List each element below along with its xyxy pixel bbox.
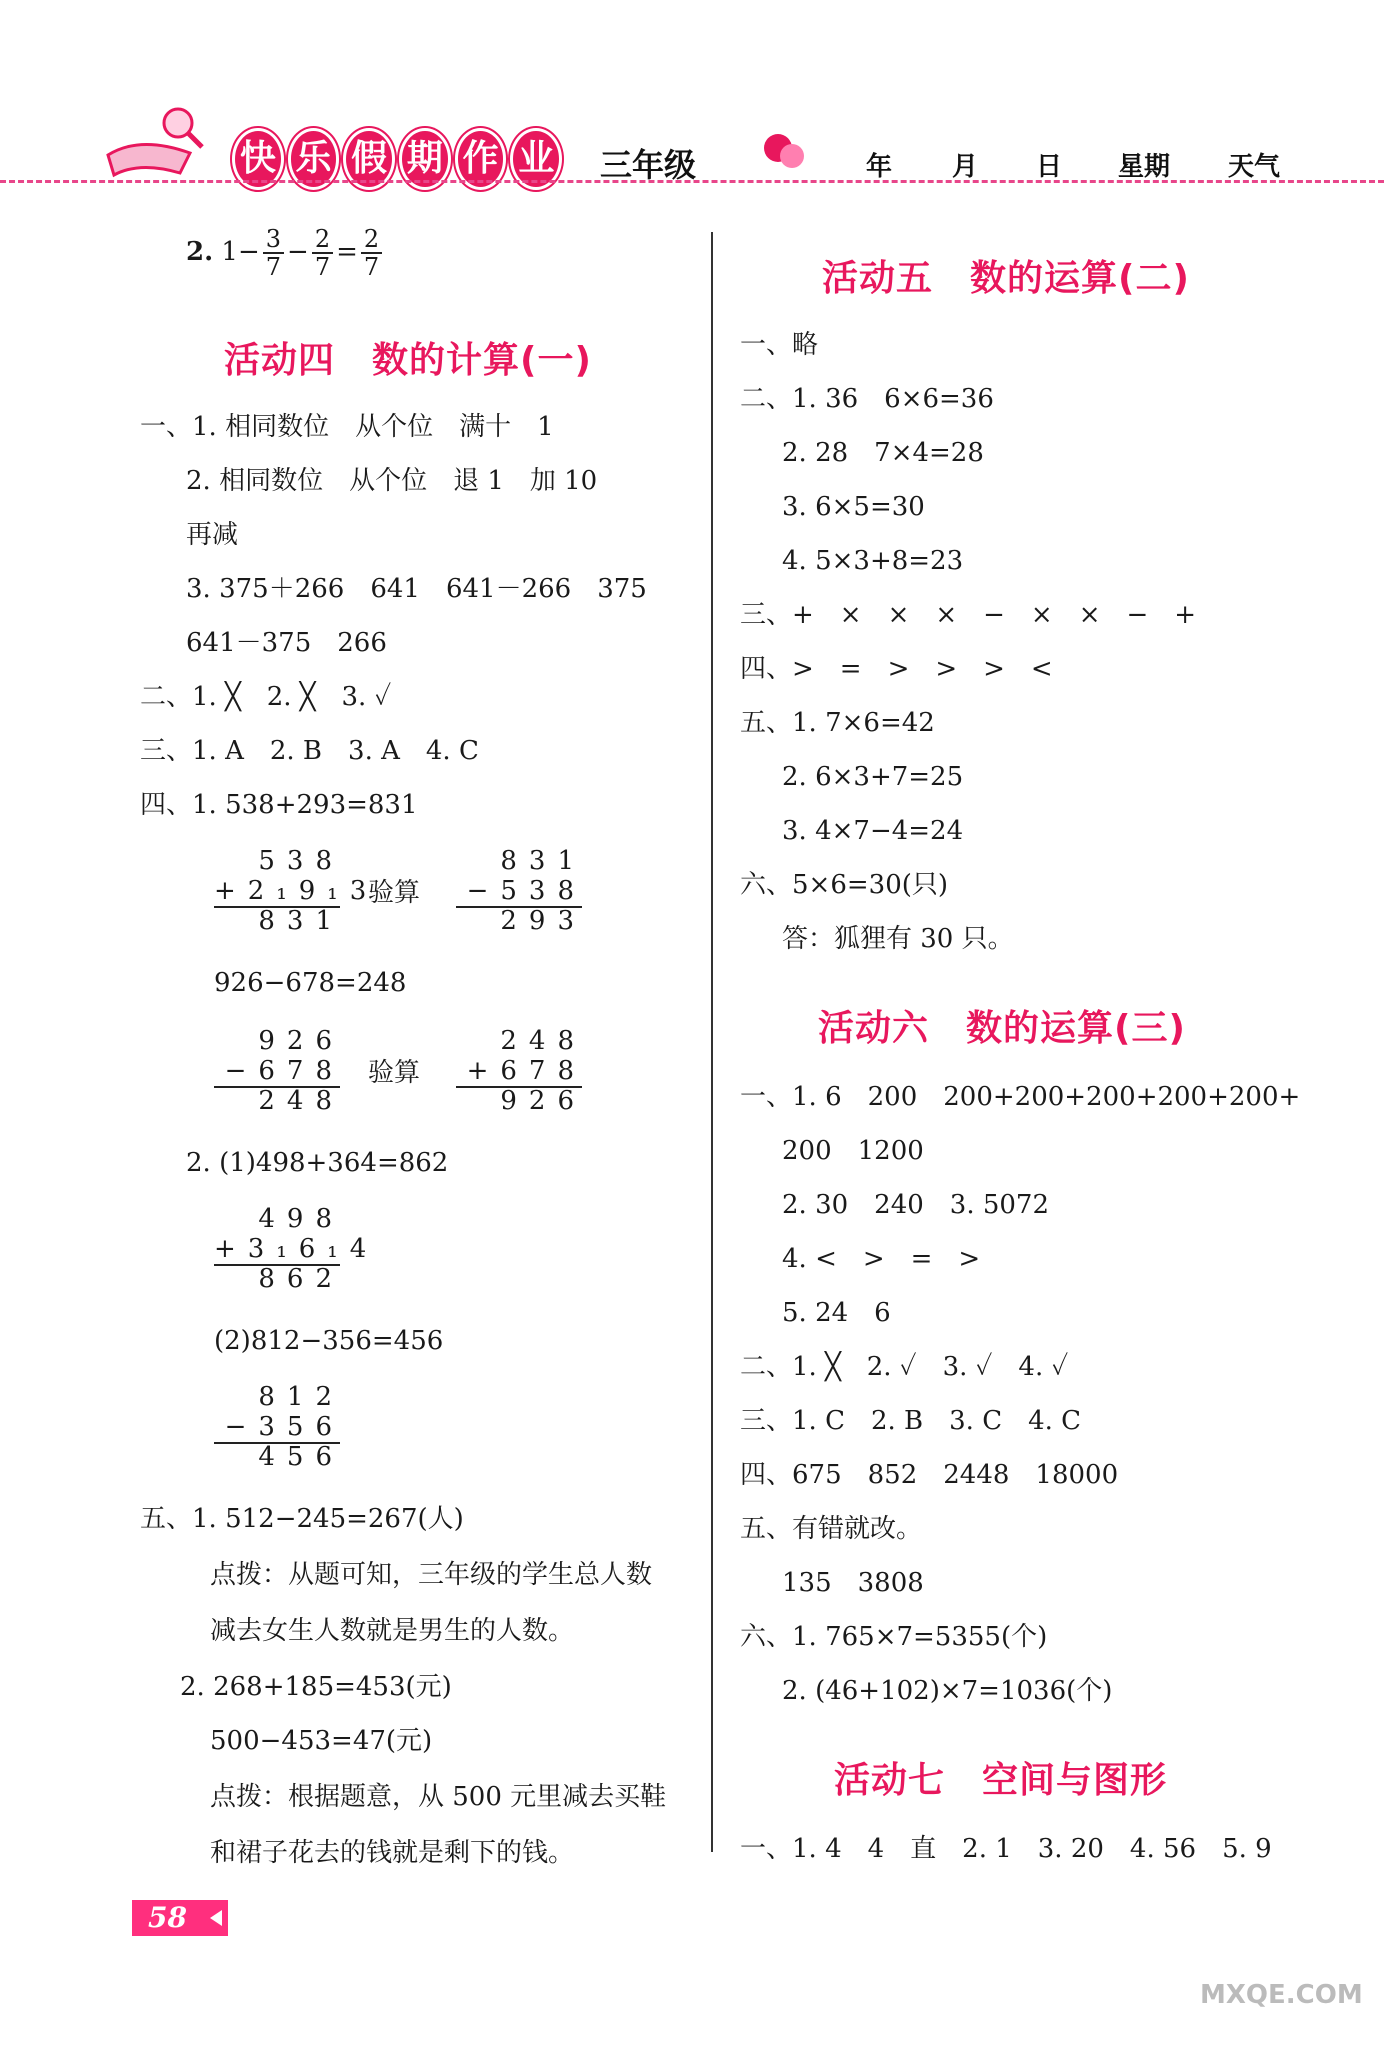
answer-line: 2. (46+102)×7=1036(个) bbox=[782, 1676, 1113, 1706]
banner-char: 作 bbox=[455, 128, 507, 190]
answer-line: 一、1. 4 4 直 2. 1 3. 20 4. 56 5. 9 bbox=[740, 1834, 1272, 1864]
answer-line: 一、1. 6 200 200+200+200+200+200+ bbox=[740, 1082, 1301, 1112]
vertical-calculation: 926 −678 248 bbox=[224, 1026, 344, 1116]
calc-rule bbox=[214, 1264, 340, 1266]
vertical-calculation: 248 +678 926 bbox=[466, 1026, 586, 1116]
answer-line: 2. 6×3+7=25 bbox=[782, 762, 964, 792]
section-title-4: 活动四 数的计算(一) bbox=[224, 340, 592, 381]
answer-line: 4. 5×3+8=23 bbox=[782, 546, 964, 576]
vertical-calculation: 812 −356 456 bbox=[224, 1382, 344, 1472]
answer-line: 641－375 266 bbox=[186, 628, 387, 658]
answer-line: 六、5×6=30(只) bbox=[740, 870, 949, 900]
answer-line: 2. 相同数位 从个位 退 1 加 10 bbox=[186, 466, 598, 496]
answer-line: 四、1. 538+293=831 bbox=[140, 790, 418, 820]
answer-line: 四、> = > > > < bbox=[740, 654, 1053, 684]
check-label: 验算 bbox=[368, 1058, 421, 1088]
fraction: $\frac{2}{7}$ bbox=[312, 226, 333, 280]
watermark: MXQE.COM bbox=[1200, 1980, 1363, 2010]
header-divider bbox=[0, 180, 1384, 183]
calc-rule bbox=[214, 1442, 340, 1444]
answer-line: 二、1. 36 6×6=36 bbox=[740, 384, 994, 414]
grade-label: 三年级 bbox=[600, 146, 697, 184]
fraction-expression: 2. 1− $\frac{3}{7}$ − $\frac{2}{7}$ = $\frac{2}{7}$ bbox=[186, 226, 385, 280]
answer-line: 五、有错就改。 bbox=[740, 1514, 923, 1544]
page-number: 58 bbox=[132, 1900, 228, 1936]
answer-line: 3. 4×7−4=24 bbox=[782, 816, 964, 846]
title-banner bbox=[232, 128, 562, 184]
banner-char: 乐 bbox=[288, 128, 340, 190]
answer-line: 五、1. 512−245=267(人) bbox=[140, 1504, 464, 1534]
weekday-label: 星期 bbox=[1118, 152, 1171, 182]
hint-line: 点拨：从题可知，三年级的学生总人数 bbox=[210, 1560, 653, 1590]
calc-rule bbox=[214, 906, 340, 908]
answer-line: 2. (1)498+364=862 bbox=[186, 1148, 449, 1178]
answer-line: 三、+ × × × − × × − + bbox=[740, 600, 1197, 630]
calc-rule bbox=[214, 1086, 340, 1088]
fraction: $\frac{3}{7}$ bbox=[263, 226, 284, 280]
answer-line: 5. 24 6 bbox=[782, 1298, 891, 1328]
section-title-5: 活动五 数的运算(二) bbox=[822, 258, 1190, 299]
notebook-illustration bbox=[100, 95, 210, 185]
calc-rule bbox=[456, 1086, 582, 1088]
answer-line: 2. 28 7×4=28 bbox=[782, 438, 984, 468]
answer-line: 500−453=47(元) bbox=[210, 1726, 433, 1756]
calc-rule bbox=[456, 906, 582, 908]
weather-label: 天气 bbox=[1228, 152, 1281, 182]
date-day-label: 日 bbox=[1036, 152, 1063, 182]
balloon-icon bbox=[760, 128, 810, 178]
answer-line: 二、1. ╳ 2. ✓ 3. ✓ 4. ✓ bbox=[740, 1352, 1069, 1382]
section-title-7: 活动七 空间与图形 bbox=[834, 1760, 1168, 1801]
vertical-calculation: 831 −538 293 bbox=[466, 846, 586, 936]
section-title-6: 活动六 数的运算(三) bbox=[818, 1008, 1186, 1049]
date-month-label: 月 bbox=[952, 152, 979, 182]
banner-char: 期 bbox=[399, 128, 451, 190]
answer-line: 二、1. ╳ 2. ╳ 3. ✓ bbox=[140, 682, 392, 712]
answer-line: 一、略 bbox=[740, 330, 819, 360]
banner-char: 业 bbox=[510, 128, 562, 190]
answer-line: 3. 375＋266 641 641－266 375 bbox=[186, 574, 647, 604]
answer-line: 2. 30 240 3. 5072 bbox=[782, 1190, 1050, 1220]
answer-line: 200 1200 bbox=[782, 1136, 924, 1166]
answer-line: 四、675 852 2448 18000 bbox=[740, 1460, 1119, 1490]
banner-char: 假 bbox=[343, 128, 395, 190]
check-label: 验算 bbox=[368, 878, 421, 908]
vertical-calculation: 538 +2₁9₁3 831 bbox=[214, 846, 379, 936]
answer-line: 135 3808 bbox=[782, 1568, 924, 1598]
hint-line: 点拨：根据题意，从 500 元里减去买鞋 bbox=[210, 1782, 667, 1812]
answer-line: 答：狐狸有 30 只。 bbox=[782, 924, 1014, 954]
hint-line: 和裙子花去的钱就是剩下的钱。 bbox=[210, 1838, 575, 1868]
date-year-label: 年 bbox=[866, 152, 893, 182]
answer-line: 三、1. A 2. B 3. A 4. C bbox=[140, 736, 479, 766]
vertical-calculation: 498 +3₁6₁4 862 bbox=[214, 1204, 379, 1294]
banner-char: 快 bbox=[232, 128, 284, 190]
answer-line: 2. 268+185=453(元) bbox=[180, 1672, 452, 1702]
answer-line: 926−678=248 bbox=[214, 968, 407, 998]
column-divider bbox=[711, 232, 713, 1852]
answer-line: 4. < > = > bbox=[782, 1244, 981, 1274]
answer-line: 三、1. C 2. B 3. C 4. C bbox=[740, 1406, 1082, 1436]
answer-line: 3. 6×5=30 bbox=[782, 492, 925, 522]
answer-line: 五、1. 7×6=42 bbox=[740, 708, 935, 738]
fraction: $\frac{2}{7}$ bbox=[361, 226, 382, 280]
answer-line: 一、1. 相同数位 从个位 满十 1 bbox=[140, 412, 554, 442]
hint-line: 减去女生人数就是男生的人数。 bbox=[210, 1616, 575, 1646]
answer-line: (2)812−356=456 bbox=[214, 1326, 444, 1356]
answer-line: 再减 bbox=[186, 520, 239, 550]
answer-line: 六、1. 765×7=5355(个) bbox=[740, 1622, 1048, 1652]
